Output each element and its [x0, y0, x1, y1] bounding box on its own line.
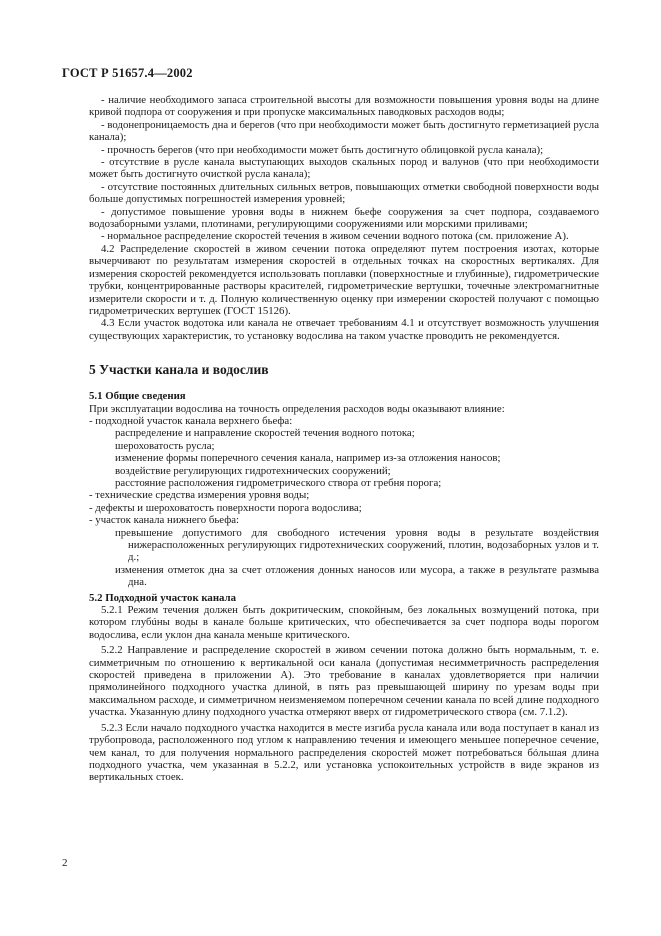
list-item: - отсутствие постоянных длительных сильных ветров, повышающих отметки свободной поверхности воды больше допустимых погрешностей измерения уровней; [89, 180, 599, 206]
paragraph-5-2-2: 5.2.2 Направление и распределение скоростей в живом сечении потока должно быть нормальным, т. е. симметричным по отношению к вертикальной оси канала (допустимая несимметричность распределения скоростей приведена в приложении А). Это требование в каналах удовлетворяется при наличии прямолинейного подходного участка длиной, в пять раз превышающей ширину по урезам воды при максимальном расходе, и симметричном неизменяемом поперечном сечении канала по всей длине подходного участка. Указанную длину подходного участка отмеряют вверх от гидрометрического створа (см. 7.1.2). [89, 644, 599, 719]
sub-list-item: расстояние расположения гидрометрического створа от гребня порога; [115, 476, 442, 489]
paragraph-5-2-1: 5.2.1 Режим течения должен быть докритическим, спокойным, без локальных возмущений потока, при котором глубúны воды в канале больше критических, что обеспечивается за счет подпора воды порогом водослива, если уклон дна канала меньше критического. [89, 604, 599, 641]
list-item: - нормальное распределение скоростей течения в живом сечении водного потока (см. приложение А). [101, 230, 569, 243]
subsection-title-5-2: 5.2 Подходной участок канала [89, 591, 237, 604]
sub-list-item: воздействие регулирующих гидротехнических сооружений; [115, 464, 391, 477]
sub-list-item: превышение допустимого для свободного истечения уровня воды в результате воздействия нижерасположенных регулирующих гидротехнических сооружений, плотин, водозаборных узлов и т. д.; [115, 526, 599, 564]
paragraph-4-3: 4.3 Если участок водотока или канала не отвечает требованиям 4.1 и отсутствует возможность улучшения существующих характеристик, то установку водослива на таком участке проводить не рекомендуется. [89, 317, 599, 342]
section-title: 5 Участки канала и водослив [89, 362, 269, 378]
paragraph-5-2-3: 5.2.3 Если начало подходного участка находится в месте изгиба русла канала или вода поступает в канал из трубопровода, расположенного под углом к направлению течения и имеющего меньшее поперечное сечение, чем канал, то для получения нормального распределения скоростей может потребоваться бóльшая длина подходного участка, чем указанная в 5.2.2, или установка успокоительных устройств в виде экранов из вертикальных стоек. [89, 721, 599, 784]
list-item: - отсутствие в русле канала выступающих выходов скальных пород и валунов (что при необходимости может быть достигнуто очисткой русла канала); [89, 156, 599, 181]
sub-list-item: изменение формы поперечного сечения канала, например из-за отложения наносов; [115, 452, 501, 465]
document-header: ГОСТ Р 51657.4—2002 [62, 66, 193, 80]
paragraph-5-1-intro: При эксплуатации водослива на точность определения расходов воды оказывают влияние: [89, 402, 505, 415]
list-item: - подходной участок канала верхнего бьефа: [89, 414, 293, 427]
paragraph-4-2: 4.2 Распределение скоростей в живом сечении потока определяют путем построения изотах, которые вычерчивают по результатам измерения скоростей в отдельных точках на скоростных вертикалях. Для измерения скоростей рекомендуется использовать поплавки (поверхностные и глубинные), гидрометрические трубки, концентрированные растворы красителей, гидрометрические вертушки, точечные электромагнитные измерители скорости и т. д. Полную количественную оценку при измерении скоростей получают с помощью гидрометрических вертушек (ГОСТ 15126). [89, 242, 599, 317]
sub-list-item: изменения отметок дна за счет отложения донных наносов или мусора, а также в результате размыва дна. [115, 563, 599, 589]
list-item: - дефекты и шероховатость поверхности порога водослива; [89, 501, 362, 514]
sub-list-item: распределение и направление скоростей течения водного потока; [115, 427, 415, 440]
list-item: - наличие необходимого запаса строительной высоты для возможности повышения уровня воды на длине кривой подпора от сооружения и при пропуске максимальных паводковых расходов воды; [89, 94, 599, 119]
list-item: - допустимое повышение уровня воды в нижнем бьефе сооружения за счет подпора, создаваемого водозаборными узлами, плотинами, регулирующими сооружениями или морскими приливами; [89, 205, 599, 231]
subsection-title-5-1: 5.1 Общие сведения [89, 390, 186, 403]
sub-list-item: шероховатость русла; [115, 439, 215, 452]
list-item: - прочность берегов (что при необходимости может быть достигнуто облицовкой русла канала); [101, 143, 544, 156]
list-item: - технические средства измерения уровня воды; [89, 489, 310, 502]
document-body [89, 94, 599, 784]
list-item: - водонепроницаемость дна и берегов (что при необходимости может быть достигнуто герметизацией русла канала); [89, 118, 599, 144]
page-number: 2 [62, 857, 68, 869]
list-item: - участок канала нижнего бьефа: [89, 514, 240, 527]
